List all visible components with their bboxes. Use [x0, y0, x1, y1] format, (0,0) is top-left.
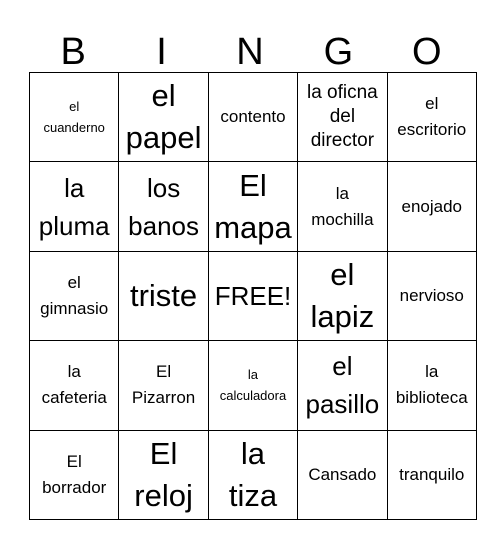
board-row	[30, 430, 477, 519]
bingo-cell[interactable]	[387, 341, 476, 430]
bingo-cell[interactable]	[298, 430, 387, 519]
bingo-board-body	[30, 73, 477, 520]
bingo-cell[interactable]	[119, 73, 208, 162]
bingo-cell[interactable]	[387, 430, 476, 519]
bingo-cell-label: la tiza	[228, 435, 278, 513]
bingo-cell[interactable]	[298, 251, 387, 340]
bingo-cell-label: El borrador	[42, 451, 107, 497]
header-letter-o: O	[411, 31, 442, 73]
bingo-cell[interactable]	[30, 251, 119, 340]
board-row	[30, 341, 477, 430]
bingo-cell-label: la cafeteria	[41, 362, 107, 408]
bingo-cell[interactable]	[298, 162, 387, 251]
bingo-cell[interactable]	[387, 73, 476, 162]
bingo-cell-label: Cansado	[308, 464, 377, 484]
bingo-cell-label: el cuanderno	[43, 99, 105, 136]
header-letter-b: B	[60, 31, 86, 73]
bingo-cell[interactable]	[30, 341, 119, 430]
bingo-cell-label: triste	[129, 277, 198, 313]
bingo-cell[interactable]	[119, 251, 208, 340]
header-letter-n: N	[236, 31, 264, 73]
bingo-cell[interactable]	[298, 341, 387, 430]
bingo-cell-label: la pluma	[38, 172, 110, 241]
bingo-cell-label: enojado	[401, 196, 463, 216]
bingo-board	[29, 72, 477, 520]
bingo-cell-label: El Pizarron	[131, 362, 196, 408]
board-row	[30, 251, 477, 340]
bingo-cell[interactable]	[119, 341, 208, 430]
bingo-cell-label: El reloj	[134, 435, 193, 513]
header-letter-g: G	[323, 31, 354, 73]
bingo-cell-label: contento	[220, 107, 286, 127]
bingo-header	[29, 30, 471, 74]
bingo-cell-label: la mochilla	[311, 183, 374, 229]
bingo-cell-label: el lapiz	[310, 256, 375, 334]
bingo-cell-label: El mapa	[214, 167, 292, 245]
bingo-cell[interactable]	[30, 162, 119, 251]
bingo-cell-label: los banos	[128, 172, 199, 241]
board-row	[30, 162, 477, 251]
bingo-cell-label: la oficna del director	[306, 82, 378, 152]
bingo-cell-label: nervioso	[399, 285, 464, 305]
bingo-cell-label: el papel	[125, 78, 202, 156]
bingo-cell[interactable]	[119, 162, 208, 251]
bingo-cell[interactable]	[208, 430, 297, 519]
bingo-cell[interactable]	[208, 341, 297, 430]
bingo-cell[interactable]	[298, 73, 387, 162]
bingo-cell-label: FREE!	[214, 280, 292, 311]
board-row	[30, 73, 477, 162]
bingo-cell[interactable]	[30, 430, 119, 519]
bingo-cell-label: el gimnasio	[40, 272, 109, 318]
bingo-cell-label: el pasillo	[305, 351, 380, 420]
bingo-cell-label: el escritorio	[397, 94, 467, 140]
bingo-cell[interactable]	[387, 251, 476, 340]
bingo-cell[interactable]	[119, 430, 208, 519]
bingo-cell-label: tranquilo	[399, 464, 465, 484]
header-letter-i: I	[156, 31, 167, 73]
bingo-cell[interactable]	[208, 251, 297, 340]
bingo-cell[interactable]	[30, 73, 119, 162]
bingo-cell[interactable]	[208, 162, 297, 251]
bingo-cell-label: la calculadora	[219, 367, 287, 404]
bingo-cell-label: la biblioteca	[395, 362, 468, 408]
bingo-cell[interactable]	[208, 73, 297, 162]
bingo-cell[interactable]	[387, 162, 476, 251]
